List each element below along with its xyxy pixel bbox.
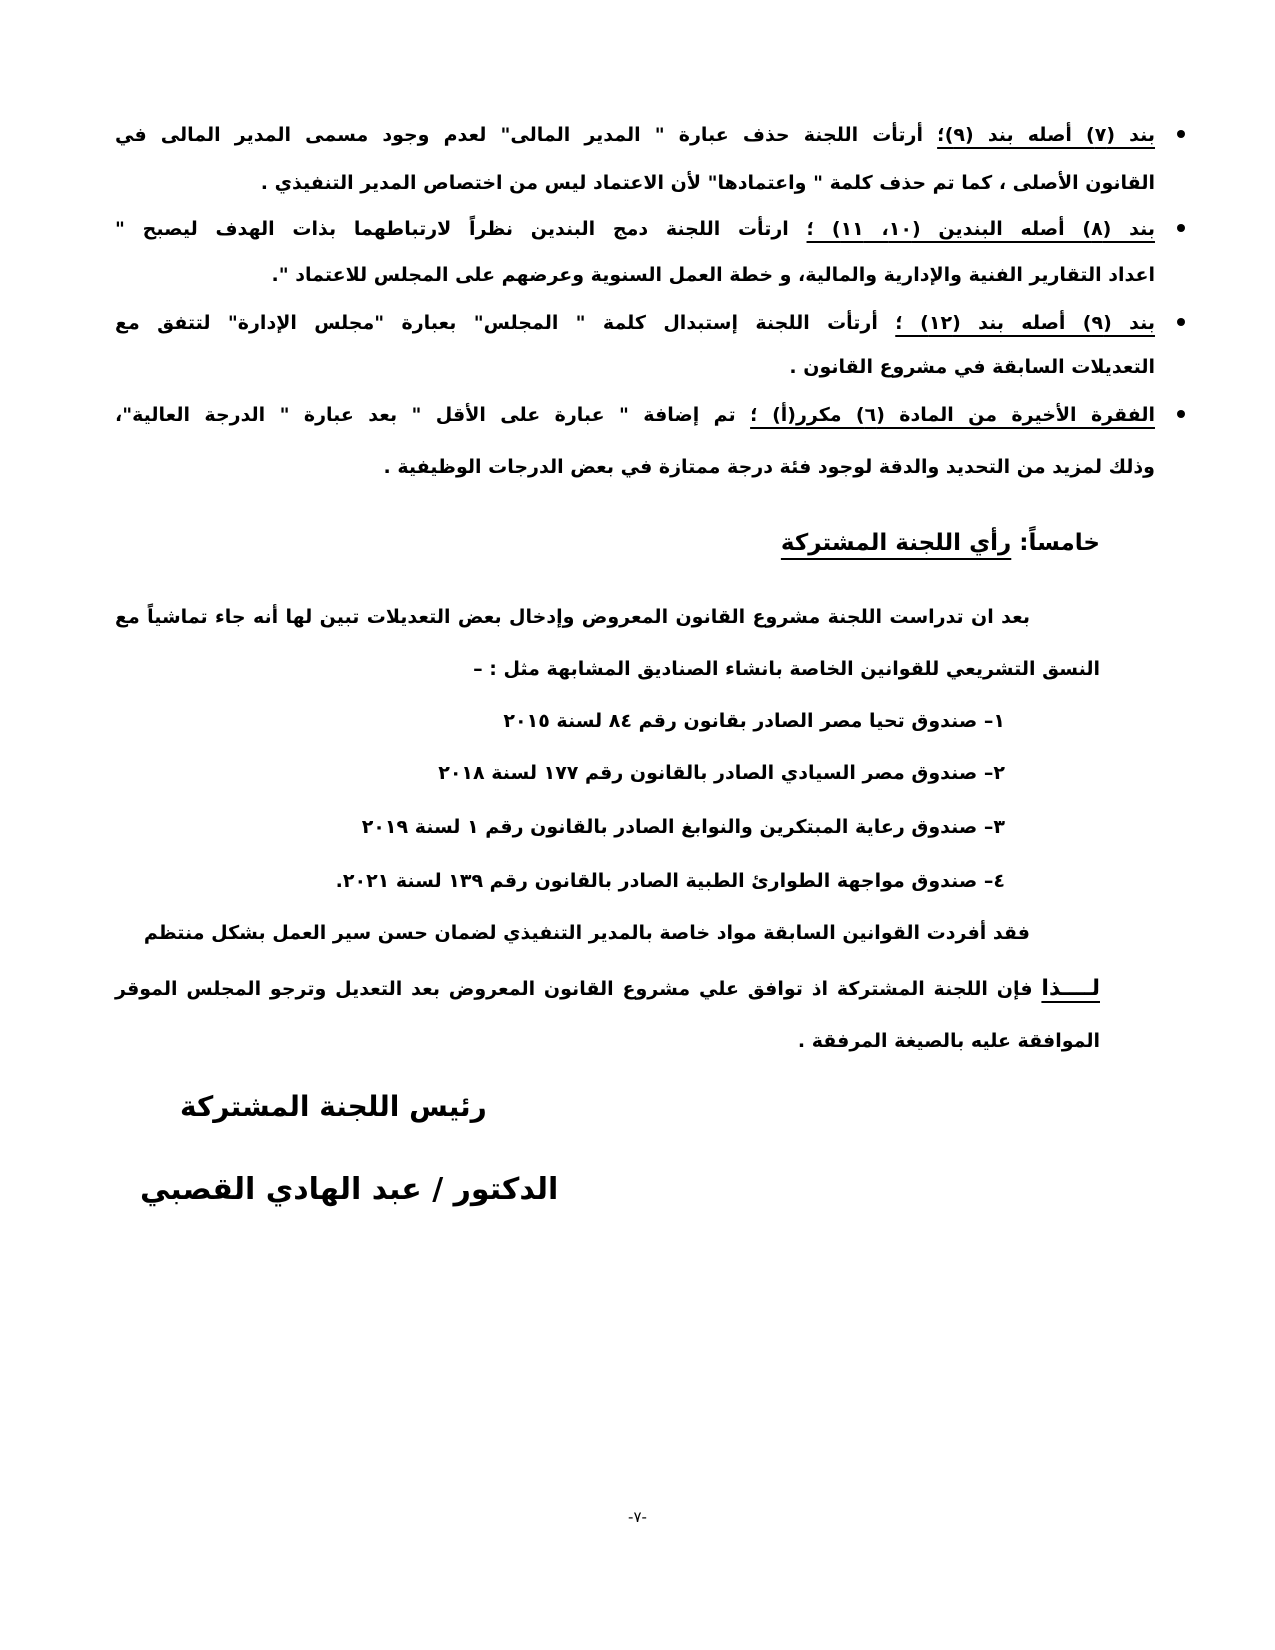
bullet-text: تم إضافة " عبارة على الأقل " بعد عبارة " الدرجة العالية"،	[115, 404, 736, 426]
bullet-label: بند (٩) أصله بند (١٢) ؛	[895, 312, 1155, 334]
bullet-item	[115, 218, 1155, 288]
conclusion-lead: لــــذا	[1041, 976, 1100, 1001]
signature-name: الدكتور / عبد الهادي القصبي	[140, 1172, 559, 1207]
fund-list-item: ٣– صندوق رعاية المبتكرين والنوابغ الصادر بالقانون رقم ١ لسنة ٢٠١٩	[361, 816, 1005, 838]
bullet-item	[115, 312, 1155, 382]
page-number: -٧-	[628, 1508, 647, 1526]
conclusion-line	[115, 976, 1100, 1002]
bullet-icon	[1177, 318, 1185, 326]
bullet-line	[115, 124, 1155, 147]
bullet-line	[115, 404, 1155, 427]
bullet-line	[115, 312, 1155, 335]
fund-list-item: ٢– صندوق مصر السيادي الصادر بالقانون رقم ١٧٧ لسنة ٢٠١٨	[438, 762, 1005, 784]
bullet-item	[115, 404, 1155, 484]
intro-line: بعد ان تدراست اللجنة مشروع القانون المعروض وإدخال بعض التعديلات تبين لها أنه جاء تماشياً مع	[115, 606, 1030, 628]
bullet-text: القانون الأصلى ، كما تم حذف كلمة " واعتمادها" لأن الاعتماد ليس من اختصاص المدير التنفيذي .	[260, 172, 1155, 194]
bullet-text: اعداد التقارير الفنية والإدارية والمالية، و خطة العمل السنوية وعرضهم على المجلس للاعتماد ".	[271, 264, 1155, 286]
bullet-text: أرتأت اللجنة حذف عبارة " المدير المالى" لعدم وجود مسمى المدير المالى في	[115, 124, 924, 146]
bullet-label: الفقرة الأخيرة من المادة (٦) مكرر(أ) ؛	[750, 404, 1155, 426]
section-prefix: خامساً:	[1019, 530, 1100, 556]
section-title: رأي اللجنة المشتركة	[780, 530, 1012, 556]
fund-list-item: ١– صندوق تحيا مصر الصادر بقانون رقم ٨٤ لسنة ٢٠١٥	[503, 710, 1005, 732]
note-text: فقد أفردت القوانين السابقة مواد خاصة بالمدير التنفيذي لضمان حسن سير العمل بشكل منتظم	[143, 922, 1030, 944]
bullet-label: بند (٧) أصله بند (٩)؛	[937, 124, 1155, 146]
bullet-text: التعديلات السابقة في مشروع القانون .	[789, 356, 1155, 378]
conclusion-text: فإن اللجنة المشتركة اذ توافق علي مشروع القانون المعروض بعد التعديل وترجو المجلس الموقر	[115, 978, 1033, 1000]
bullet-icon	[1177, 130, 1185, 138]
bullet-text: أرتأت اللجنة إستبدال كلمة " المجلس" بعبارة "مجلس الإدارة" لتتفق مع	[115, 312, 878, 334]
bullet-item	[115, 124, 1155, 194]
intro-line: النسق التشريعي للقوانين الخاصة بانشاء الصناديق المشابهة مثل : –	[473, 658, 1100, 680]
conclusion-line: الموافقة عليه بالصيغة المرفقة .	[797, 1030, 1100, 1052]
signature-role: رئيس اللجنة المشتركة	[180, 1090, 487, 1123]
bullet-text: ارتأت اللجنة دمج البندين نظراً لارتباطهما بذات الهدف ليصبح "	[115, 218, 789, 240]
section-heading	[781, 530, 1100, 556]
bullet-line	[115, 218, 1155, 241]
bullet-icon	[1177, 410, 1185, 418]
fund-list-item: ٤– صندوق مواجهة الطوارئ الطبية الصادر بالقانون رقم ١٣٩ لسنة ٢٠٢١.	[335, 870, 1005, 892]
bullet-text: وذلك لمزيد من التحديد والدقة لوجود فئة درجة ممتازة في بعض الدرجات الوظيفية .	[383, 456, 1155, 478]
bullet-icon	[1177, 224, 1185, 232]
bullet-label: بند (٨) أصله البندين (١٠، ١١) ؛	[806, 218, 1155, 240]
